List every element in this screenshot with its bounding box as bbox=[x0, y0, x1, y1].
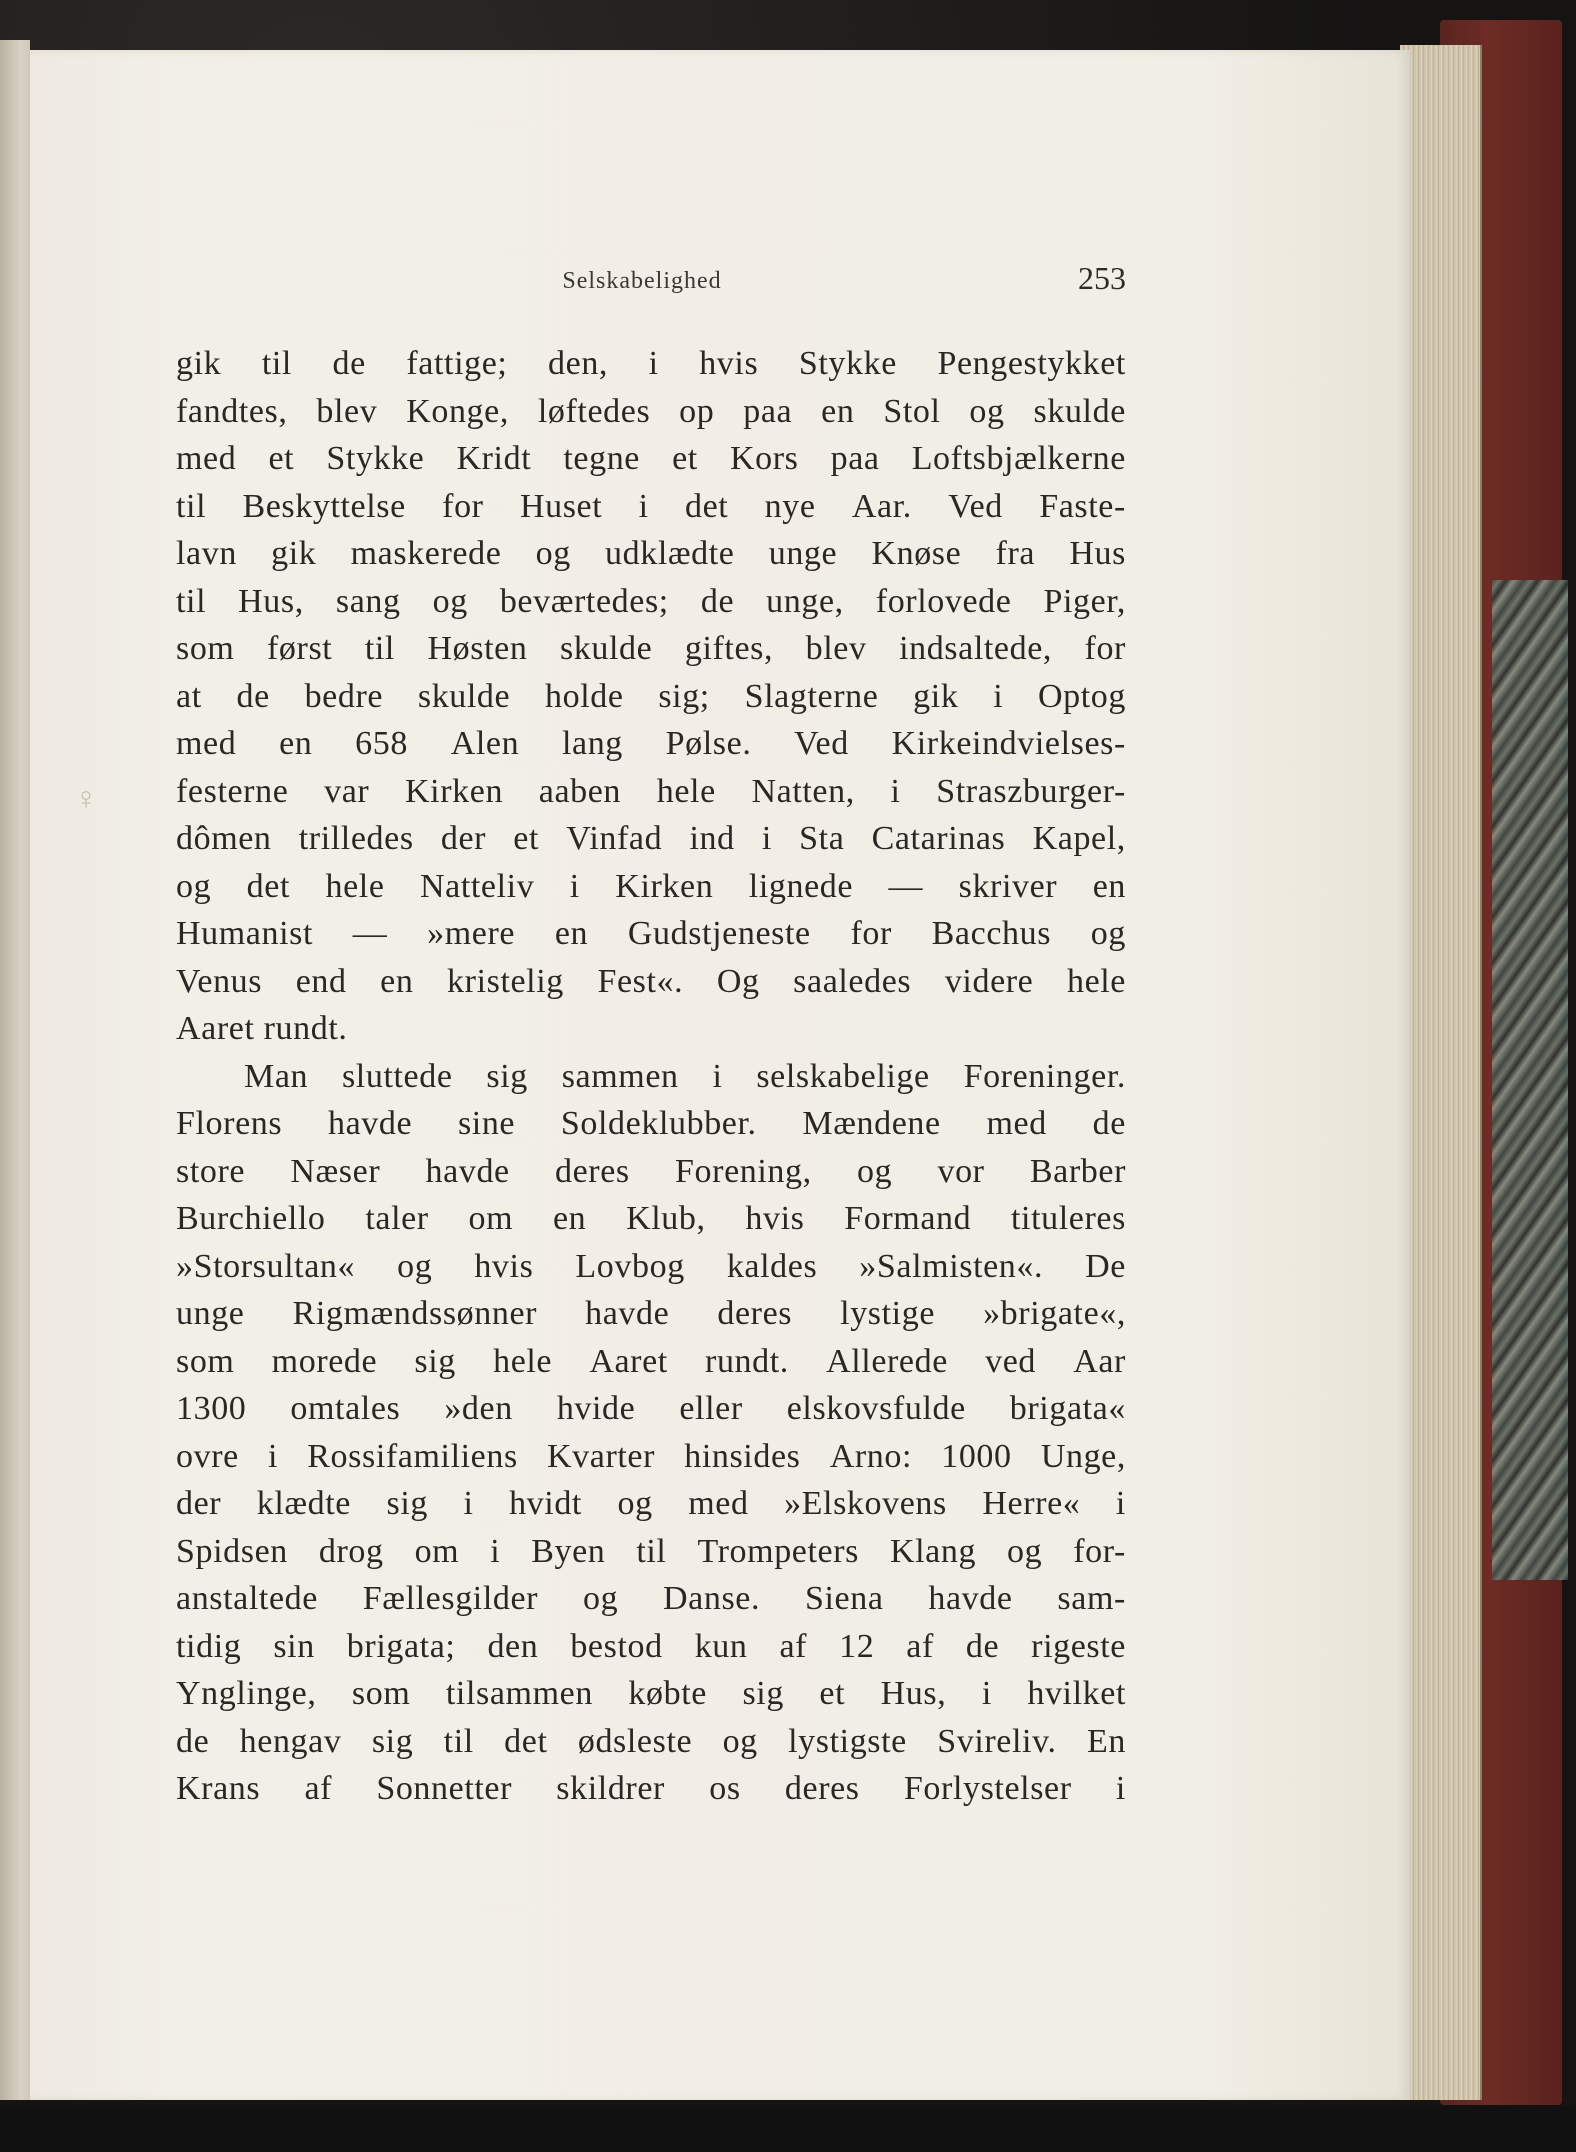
text-line: 1300 omtales »den hvide eller elskovsfulde brigata« bbox=[176, 1390, 1126, 1427]
text-line: med et Stykke Kridt tegne et Kors paa Loftsbjælkerne bbox=[176, 440, 1126, 477]
text-line: gik til de fattige; den, i hvis Stykke Pengestykket bbox=[176, 345, 1126, 382]
text-line: Venus end en kristelig Fest«. Og saaledes videre hele bbox=[176, 962, 1126, 1000]
text-line: og det hele Natteliv i Kirken lignede — skriver en bbox=[176, 867, 1126, 905]
text-line: Krans af Sonnetter skildrer os deres Forlystelser i bbox=[176, 1770, 1126, 1807]
text-line: de hengav sig til det ødsleste og lystigste Svireliv. En bbox=[176, 1722, 1126, 1760]
text-line: som morede sig hele Aaret rundt. Allerede ved Aar bbox=[176, 1342, 1126, 1380]
text-line: Man sluttede sig sammen i selskabelige Foreninger. bbox=[244, 1057, 1126, 1095]
pencil-mark: ♀ bbox=[74, 780, 98, 816]
facing-page-edge bbox=[0, 40, 30, 2100]
page-number: 253 bbox=[1078, 260, 1126, 296]
text-line: festerne var Kirken aaben hele Natten, i Straszburger- bbox=[176, 772, 1126, 810]
text-line: Ynglinge, som tilsammen købte sig et Hus, i hvilket bbox=[176, 1675, 1126, 1712]
page-header bbox=[158, 218, 1126, 296]
text-line: Humanist — »mere en Gudstjeneste for Bacchus og bbox=[176, 915, 1126, 952]
scan-bottom-edge bbox=[0, 2105, 1576, 2152]
marbled-endpaper bbox=[1492, 580, 1568, 1580]
text-line: der klædte sig i hvidt og med »Elskovens Herre« i bbox=[176, 1485, 1126, 1522]
text-line: Florens havde sine Soldeklubber. Mændene med de bbox=[176, 1105, 1126, 1142]
text-line: dômen trilledes der et Vinfad ind i Sta Catarinas Kapel, bbox=[176, 820, 1126, 857]
body-text bbox=[176, 340, 1126, 1813]
text-line: »Storsultan« og hvis Lovbog kaldes »Salmisten«. De bbox=[176, 1247, 1126, 1285]
running-title: Selskabelighed bbox=[562, 268, 722, 294]
paragraph bbox=[176, 1053, 1126, 1813]
text-line: med en 658 Alen lang Pølse. Ved Kirkeindvielses- bbox=[176, 725, 1126, 762]
text-line: store Næser havde deres Forening, og vor Barber bbox=[176, 1152, 1126, 1190]
text-line: at de bedre skulde holde sig; Slagterne gik i Optog bbox=[176, 677, 1126, 715]
text-line: lavn gik maskerede og udklædte unge Knøse fra Hus bbox=[176, 535, 1126, 572]
text-line: til Beskyttelse for Huset i det nye Aar. Ved Faste- bbox=[176, 487, 1126, 525]
text-line: til Hus, sang og beværtedes; de unge, forlovede Piger, bbox=[176, 582, 1126, 620]
text-line: Burchiello taler om en Klub, hvis Formand tituleres bbox=[176, 1200, 1126, 1237]
text-line: fandtes, blev Konge, løftedes op paa en Stol og skulde bbox=[176, 392, 1126, 430]
book-page bbox=[30, 50, 1410, 2100]
text-line: Aaret rundt. bbox=[176, 1010, 348, 1047]
text-line: unge Rigmændssønner havde deres lystige »brigate«, bbox=[176, 1295, 1126, 1332]
text-line: tidig sin brigata; den bestod kun af 12 af de rigeste bbox=[176, 1627, 1126, 1665]
text-line: ovre i Rossifamiliens Kvarter hinsides Arno: 1000 Unge, bbox=[176, 1437, 1126, 1475]
text-line: anstaltede Fællesgilder og Danse. Siena havde sam- bbox=[176, 1580, 1126, 1617]
paragraph bbox=[176, 340, 1126, 1053]
text-line: Spidsen drog om i Byen til Trompeters Klang og for- bbox=[176, 1532, 1126, 1570]
text-line: som først til Høsten skulde giftes, blev indsaltede, for bbox=[176, 630, 1126, 667]
page-edges bbox=[1400, 45, 1482, 2100]
